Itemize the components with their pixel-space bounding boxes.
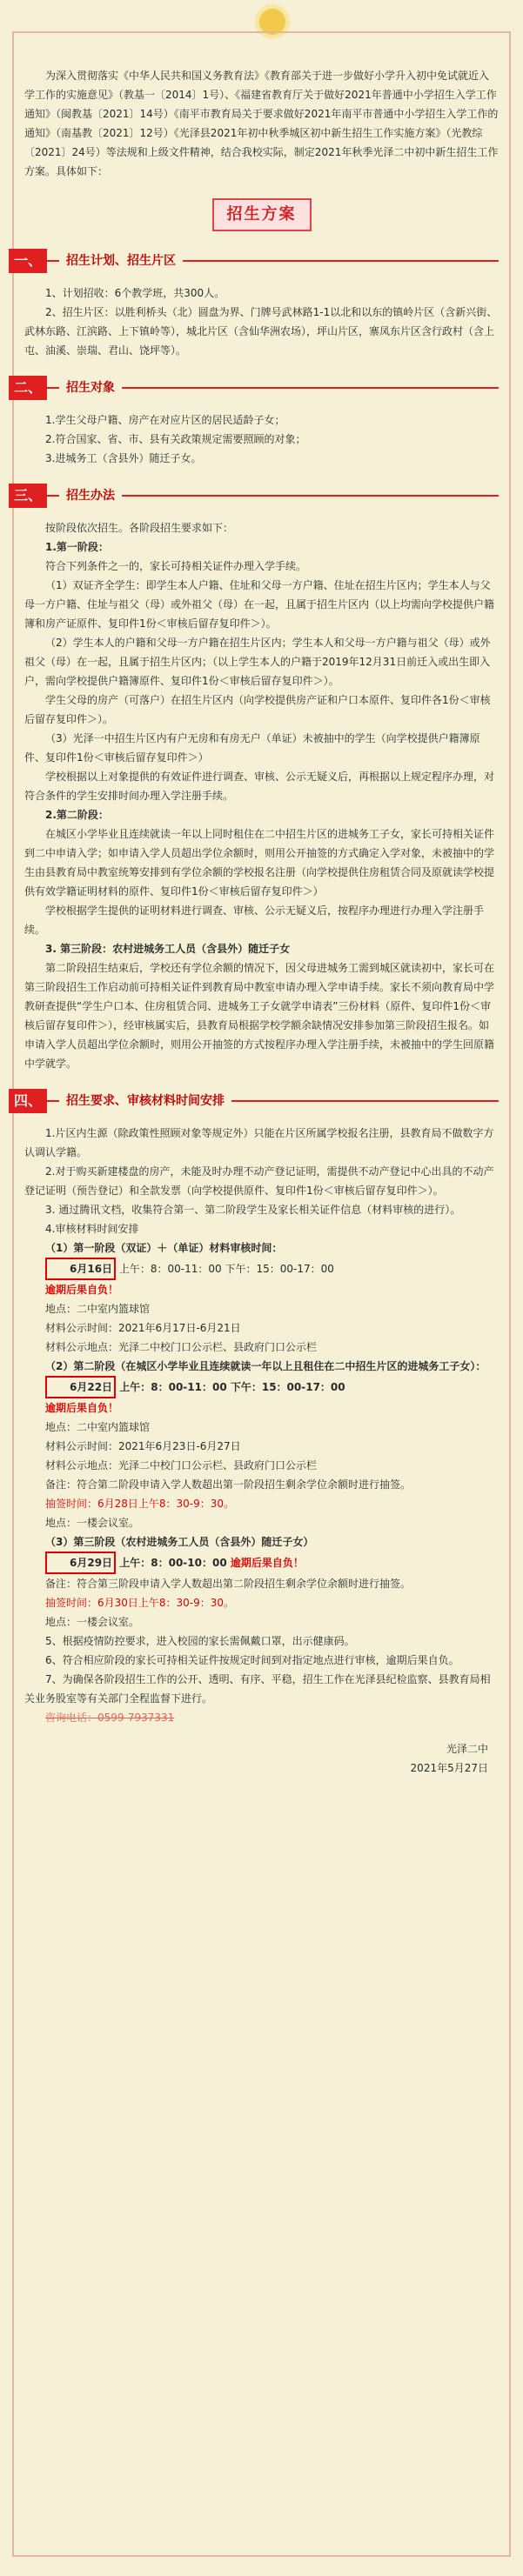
section-title: 招生计划、招生片区 [59,249,183,273]
phase3-schedule [24,1552,499,1574]
phase3-time: 上午：8：00-10：00 [119,1557,227,1569]
section-header-2 [9,376,499,400]
stage3-title: 3. 第三阶段：农村进城务工人员（含县外）随迁子女 [45,943,291,955]
s4-p2: 2.对于购买新建楼盘的房产，未能及时办理不动产登记证明，需提供不动产登记中心出具的不动产登记证明（预告登记）和全款发票（向学校提供原件、复印件1份＜审核后留存复印件＞）。 [24,1165,494,1197]
phase1-late: 逾期后果自负！ [45,1284,119,1296]
s1-p1: 1、计划招收：6个教学班，共300人。 [45,287,225,299]
s4-p5: 5、根据疫情防控要求，进入校园的家长需佩戴口罩，出示健康码。 [45,1635,355,1647]
s2-p2: 2.符合国家、省、市、县有关政策规定需要照顾的对象； [45,433,306,445]
s4-p3: 3. 通过腾讯文档，收集符合第一、第二阶段学生及家长相关证件信息（材料审核的进行）。 [45,1204,461,1216]
document-body [13,43,499,1778]
phase3-title: （3）第三阶段（农村进城务工人员（含县外）随迁子女） [45,1536,314,1548]
phase3-lottery: 抽签时间：6月30日上午8：30-9：30。 [45,1597,235,1609]
phase3-note: 备注：符合第三阶段申请入学人数超出第二阶段招生剩余学位余额时进行抽签。 [45,1578,412,1590]
stage3-p1: 第二阶段招生结束后，学校还有学位余额的情况下，因父母进城务工需到城区就读初中，家长可在第三阶段招生工作启动前可持相关证件到教育局中教室申请办理入学申请手续。家长不须向教育局中学教研查提供“学生户口本、住房租赁合同、进城务工子女就学申请表”三份材料（原件、复印件1份＜审核后留存复印件＞），经审核属实后，县教育局根据学校学额余缺情况安排参加第三阶段招生报名。如申请入学人员超出学位余额时，则用公开抽签的方式按程序办理入学注册手续，未被抽中的学生回原籍中学就学。 [24,962,495,1070]
phase1-date: 6月16日 [45,1258,116,1280]
stage1-p4: 学生父母的房产（可落户）在招生片区内（向学校提供房产证和户口本原件、复印件各1份＜审核后留存复印件＞）。 [24,694,491,725]
stage1-p3: （2）学生本人的户籍和父母一方户籍在招生片区内；学生本人和父母一方户籍与祖父（母）或外祖父（母）在一起，且属于招生片区内；（以上学生本人的户籍于2019年12月31日前迁入或出生即入户，需向学校提供户籍簿原件、复印件1份＜审核后留存复印件＞）。 [24,637,491,687]
phase1-schedule [24,1258,499,1280]
section-title: 招生对象 [59,376,122,400]
s4-p4: 4.审核材料时间安排 [45,1223,139,1235]
phase1-title: （1）第一阶段（双证）＋（单证）材料审核时间： [45,1242,283,1254]
stage1-p6: 学校根据以上对象提供的有效证件进行调查、审核、公示无疑义后，再根据以上规定程序办理，对符合条件的学生安排时间办理入学注册手续。 [24,771,495,802]
frame-right [509,31,511,2557]
phase2-pub: 材料公示时间：2021年6月23日-6月27日 [45,1440,241,1452]
stage1-p1: 符合下列条件之一的，家长可持相关证件办理入学手续。 [45,560,307,572]
section-number: 三、 [9,484,47,508]
section-number: 二、 [9,376,47,400]
signature-date: 2021年5月27日 [410,1762,488,1774]
s2-p3: 3.进城务工（含县外）随迁子女。 [45,452,202,464]
intro-paragraph: 为深入贯彻落实《中华人民共和国义务教育法》《教育部关于进一步做好小学升入初中免试就近入学工作的实施意见》（教基一〔2014〕1号）、《福建省教育厅关于做好2021年普通中小学招生入学工作通知》（闽教基〔2021〕14号）《南平市教育局关于要求做好2021年南平市普通中小学招生入学工作的通知》（南基教〔2021〕12号）《光泽县2021年初中秋季城区初中新生招生工作实施方案》（光教综〔2021〕24号）等法规和上级文件精神，结合我校实际，制定2021年秋季光泽二中初中新生招生工作方案。具体如下： [24,70,499,177]
phase2-time: 上午：8：00-11：00 下午：15：00-17：00 [119,1381,345,1393]
plan-banner: 招生方案 [212,198,312,231]
phase2-schedule [24,1376,499,1398]
stage2-title: 2.第二阶段： [45,809,109,821]
phase2-lottery: 抽签时间：6月28日上午8：30-9：30。 [45,1498,235,1510]
phase1-pubplace: 材料公示地点：光泽二中校门口公示栏、县政府门口公示栏 [45,1341,318,1353]
stage1-p2: （1）双证齐全学生：即学生本人户籍、住址和父母一方户籍、住址在招生片区内；学生本人与父母一方户籍、住址与祖父（母）或外祖父（母）在一起，且属于招生片区内（以上均需向学校提供户籍簿和房产证原件、复印件1份＜审核后留存复印件＞）。 [24,579,495,630]
s3-lead: 按阶段依次招生。各阶段招生要求如下： [45,522,234,534]
stage2-p1: 在城区小学毕业且连续就读一年以上同时租住在二中招生片区的进城务工子女，家长可持相关证件到二中申请入学；如申请入学人员超出学位余额时，则用公开抽签的方式确定入学对象，未被抽中的学生由县教育局中教室统筹安排到有学位余额的学校报名注册（向学校提供住房租赁合同及原就读学校提供有效学籍证明材料的原件、复印件1份＜审核后留存复印件＞） [24,828,495,898]
phase2-late: 逾期后果自负！ [45,1402,119,1414]
stage1-p5: （3）光泽一中招生片区内有户无房和有房无户（单证）未被抽中的学生（向学校提供户籍簿原件、复印件1份＜审核后留存复印件＞） [24,732,480,764]
phase2-place: 地点：二中室内篮球馆 [45,1421,151,1433]
section-title: 招生办法 [59,484,122,508]
phase3-date: 6月29日 [45,1552,116,1574]
phase1-place: 地点：二中室内篮球馆 [45,1303,151,1315]
phase2-lotplace: 地点：一楼会议室。 [45,1517,140,1529]
phase2-pubplace: 材料公示地点：光泽二中校门口公示栏、县政府门口公示栏 [45,1459,318,1472]
frame-top [12,31,511,33]
signature-org: 光泽二中 [446,1743,488,1755]
hotline: 咨询电话：0599-7937331 [45,1712,175,1724]
stage1-title: 1.第一阶段： [45,541,109,553]
phase1-pub: 材料公示时间：2021年6月17日-6月21日 [45,1322,241,1334]
section-number: 四、 [9,1089,47,1113]
s4-p7: 7、为确保各阶段招生工作的公开、透明、有序、平稳，招生工作在光泽县纪检监察、县教育局相关业务股室等有关部门全程监督下进行。 [24,1673,491,1705]
section-title: 招生要求、审核材料时间安排 [59,1089,231,1113]
phase2-date: 6月22日 [45,1376,116,1398]
section-number: 一、 [9,249,47,273]
stage2-p2: 学校根据学生提供的证明材料进行调查、审核、公示无疑义后，按程序办理进行办理入学注册手续。 [24,904,485,936]
phase2-note: 备注：符合第二阶段申请入学人数超出第一阶段招生剩余学位余额时进行抽签。 [45,1478,412,1491]
phase3-lotplace: 地点：一楼会议室。 [45,1616,140,1628]
section-header-3 [9,484,499,508]
phase1-time: 上午：8：00-11：00 下午：15：00-17：00 [118,1263,334,1275]
s4-p1: 1.片区内生源（除政策性照顾对象等规定外）只能在片区所属学校报名注册，县教育局不做数字方认调认学籍。 [24,1127,494,1158]
s1-p2: 2、招生片区：以胜利桥头（北）圆盘为界、门牌号武林路1-1以北和以东的镇岭片区（含新兴街、武林东路、江滨路、上下镇岭等），城北片区（含仙华洲农场），坪山片区，寨凤东片区含行政村（含上屯、油溪、崇瑞、君山、饶坪等）。 [24,306,498,357]
section-header-1 [9,249,499,273]
frame-left [12,31,14,2557]
frame-bottom [12,2555,511,2557]
phase2-title: （2）第二阶段（在城区小学毕业且连续就读一年以上且租住在二中招生片区的进城务工子女）： [45,1360,486,1372]
phase3-late: 逾期后果自负！ [230,1557,304,1569]
section-header-4 [9,1089,499,1113]
s4-p6: 6、符合相应阶段的家长可持相关证件按规定时间到对指定地点进行审核，逾期后果自负。 [45,1654,459,1666]
s2-p1: 1.学生父母户籍、房产在对应片区的居民适龄子女； [45,414,285,426]
